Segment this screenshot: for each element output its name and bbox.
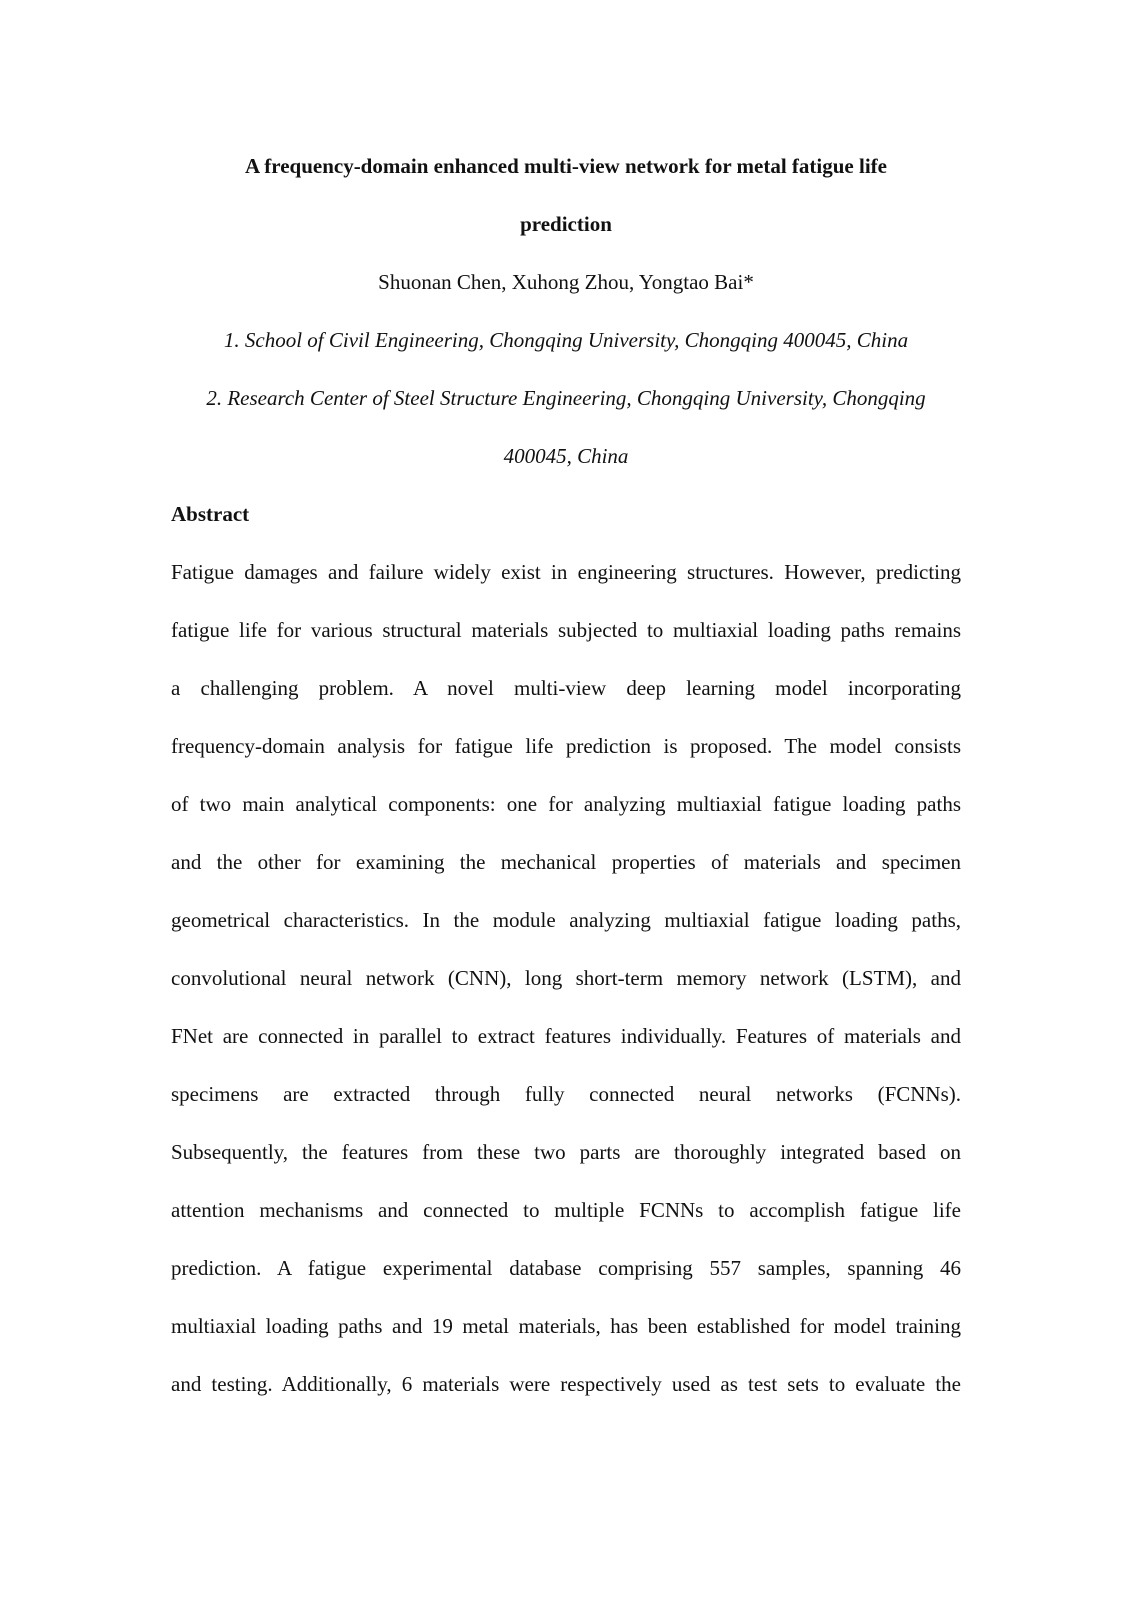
abstract-line: convolutional neural network (CNN), long short-term memory network (LSTM), and xyxy=(171,966,961,990)
abstract-heading: Abstract xyxy=(171,502,250,526)
abstract-line: of two main analytical components: one for analyzing multiaxial fatigue loading paths xyxy=(171,792,961,816)
affiliation-2-line-2: 400045, China xyxy=(503,444,629,468)
abstract-line: geometrical characteristics. In the module analyzing multiaxial fatigue loading paths, xyxy=(171,908,961,932)
abstract-line: prediction. A fatigue experimental database comprising 557 samples, spanning 46 xyxy=(171,1256,961,1280)
abstract-line: FNet are connected in parallel to extract features individually. Features of materials and xyxy=(171,1024,961,1048)
abstract-line: frequency-domain analysis for fatigue life prediction is proposed. The model consists xyxy=(171,734,961,758)
abstract-line: a challenging problem. A novel multi-view deep learning model incorporating xyxy=(171,676,961,700)
abstract-line: specimens are extracted through fully connected neural networks (FCNNs). xyxy=(171,1082,961,1106)
abstract-line: Fatigue damages and failure widely exist in engineering structures. However, predicting xyxy=(171,560,961,584)
abstract-line: and testing. Additionally, 6 materials were respectively used as test sets to evaluate the xyxy=(171,1372,961,1396)
author-list: Shuonan Chen, Xuhong Zhou, Yongtao Bai* xyxy=(378,270,754,294)
abstract-line: attention mechanisms and connected to multiple FCNNs to accomplish fatigue life xyxy=(171,1198,961,1222)
affiliation-2-line-1: 2. Research Center of Steel Structure Engineering, Chongqing University, Chongqing xyxy=(206,386,926,410)
paper-title-line-1: A frequency-domain enhanced multi-view network for metal fatigue life xyxy=(245,154,887,178)
affiliation-1: 1. School of Civil Engineering, Chongqing University, Chongqing 400045, China xyxy=(223,328,909,352)
abstract-line: and the other for examining the mechanical properties of materials and specimen xyxy=(171,850,961,874)
abstract-line: Subsequently, the features from these two parts are thoroughly integrated based on xyxy=(171,1140,961,1164)
abstract-line: fatigue life for various structural materials subjected to multiaxial loading paths remains xyxy=(171,618,961,642)
paper-title-line-2: prediction xyxy=(520,212,612,236)
abstract-line: multiaxial loading paths and 19 metal materials, has been established for model training xyxy=(171,1314,961,1338)
